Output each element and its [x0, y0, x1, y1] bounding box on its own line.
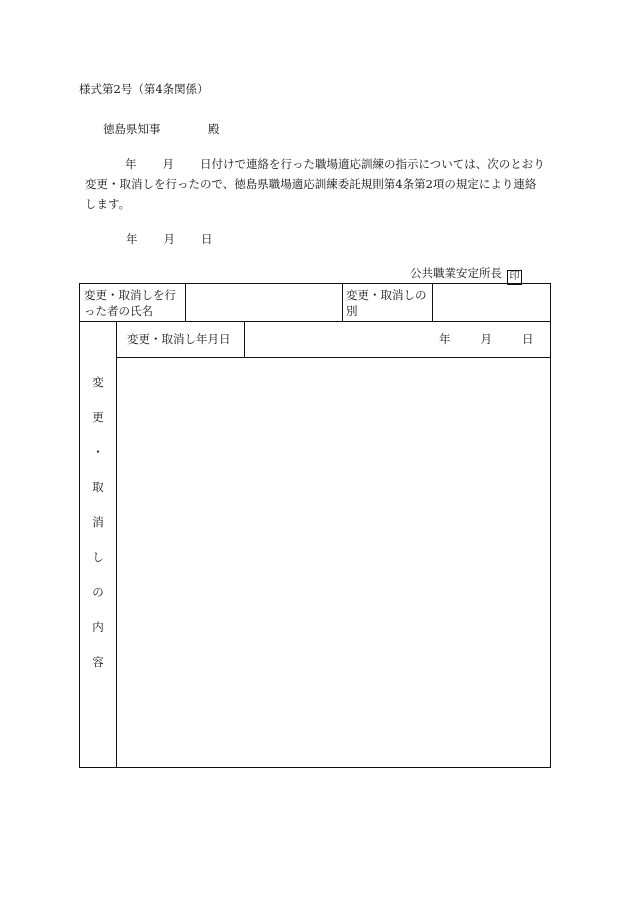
- change-date-value[interactable]: 年 月 日: [439, 332, 534, 346]
- date-month: 月: [163, 232, 175, 246]
- left-column-divider: [116, 321, 117, 767]
- issuer-label: 公共職業安定所長: [410, 266, 502, 280]
- vertical-label-char: 変: [92, 375, 104, 389]
- changer-name-field[interactable]: [187, 287, 341, 318]
- change-date-label: 変更・取消し年月日: [127, 332, 231, 346]
- row1-divider: [80, 321, 550, 322]
- body-line-2: 変更・取消しを行ったので、徳島県職場適応訓練委託規則第4条第2項の規定により連絡: [85, 177, 537, 191]
- seal-mark: 印: [507, 270, 522, 285]
- row1-col-divider-2: [342, 284, 343, 321]
- vertical-label-char: 内: [92, 620, 104, 634]
- vertical-label-char: の: [92, 585, 104, 599]
- form-number: 様式第2号（第4条関係）: [79, 82, 209, 96]
- change-type-label: 変更・取消しの 別: [346, 288, 427, 318]
- addressee-name: 徳島県知事: [103, 122, 161, 136]
- addressee: [103, 121, 220, 137]
- date-day: 日: [201, 232, 213, 246]
- date-line: [126, 231, 213, 247]
- addressee-suffix: 殿: [208, 122, 220, 136]
- vertical-label-char: 消: [92, 515, 104, 529]
- body-text: [85, 154, 545, 214]
- issuer: [410, 265, 522, 285]
- date-year: 年: [126, 232, 138, 246]
- changer-name-label: 変更・取消しを行 った者の氏名: [84, 288, 176, 318]
- row1-col-divider-1: [185, 284, 186, 321]
- change-content-field[interactable]: [118, 359, 548, 765]
- body-line-3: します。: [85, 197, 131, 211]
- vertical-label-char: し: [92, 550, 104, 564]
- row2-col-divider: [244, 321, 245, 357]
- vertical-label-char: ・: [92, 445, 104, 459]
- vertical-label-char: 更: [92, 410, 104, 424]
- row1-col-divider-3: [432, 284, 433, 321]
- form-table: [79, 283, 551, 768]
- vertical-label-char: 取: [92, 480, 104, 494]
- row2-divider: [116, 357, 550, 358]
- body-line-1: 年 月 日付けで連絡を行った職場適応訓練の指示については、次のとおり: [125, 157, 545, 171]
- change-type-field[interactable]: [434, 287, 548, 318]
- vertical-label-char: 容: [92, 655, 104, 669]
